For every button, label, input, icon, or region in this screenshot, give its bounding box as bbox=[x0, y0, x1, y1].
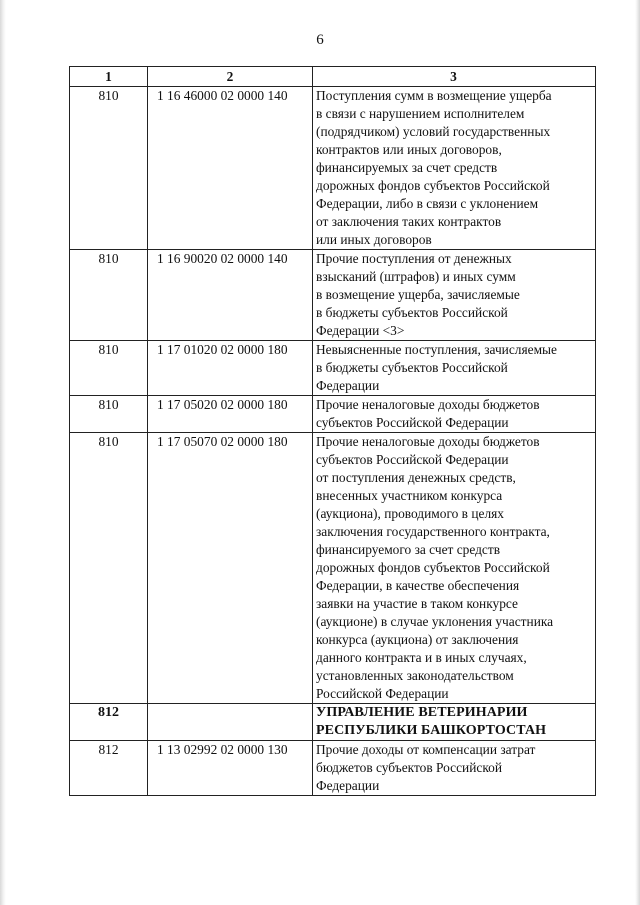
description-line: Прочие поступления от денежных bbox=[316, 251, 512, 266]
revenue-code-cell bbox=[148, 704, 313, 741]
description-line: дорожных фондов субъектов Российской bbox=[316, 560, 550, 575]
description-line: в возмещение ущерба, зачисляемые bbox=[316, 287, 520, 302]
page-number: 6 bbox=[316, 32, 324, 48]
description-line: Прочие неналоговые доходы бюджетов bbox=[316, 434, 540, 449]
description-cell bbox=[313, 741, 596, 796]
description-line: Федерации bbox=[316, 378, 380, 393]
table-header-row bbox=[70, 67, 596, 87]
admin-code-cell: 810 bbox=[70, 87, 148, 250]
description-line: Невыясненные поступления, зачисляемые bbox=[316, 342, 557, 357]
admin-code-cell: 812 bbox=[70, 704, 148, 741]
description-cell bbox=[313, 341, 596, 396]
description-cell bbox=[313, 250, 596, 341]
description-line: контрактов или иных договоров, bbox=[316, 142, 502, 157]
description-line: (аукционе) в случае уклонения участника bbox=[316, 614, 554, 629]
budget-codes-table bbox=[69, 66, 596, 796]
description-line: взысканий (штрафов) и иных сумм bbox=[316, 269, 516, 284]
scan-edge-right bbox=[635, 0, 640, 905]
table-row bbox=[70, 341, 596, 396]
revenue-code-cell: 1 13 02992 02 0000 130 bbox=[148, 741, 313, 796]
description-cell bbox=[313, 433, 596, 704]
revenue-code-cell: 1 16 90020 02 0000 140 bbox=[148, 250, 313, 341]
description-line: от заключения таких контрактов bbox=[316, 214, 502, 229]
table-row bbox=[70, 396, 596, 433]
description-line: финансируемого за счет средств bbox=[316, 542, 501, 557]
description-line: от поступления денежных средств, bbox=[316, 470, 516, 485]
description-line: Поступления сумм в возмещение ущерба bbox=[316, 88, 552, 103]
description-line: установленных законодательством bbox=[316, 668, 514, 683]
description-line: (подрядчиком) условий государственных bbox=[316, 124, 551, 139]
admin-code-cell: 810 bbox=[70, 433, 148, 704]
description-line: в бюджеты субъектов Российской bbox=[316, 305, 508, 320]
description-line: РЕСПУБЛИКИ БАШКОРТОСТАН bbox=[316, 723, 547, 738]
table-row bbox=[70, 741, 596, 796]
description-line: финансируемых за счет средств bbox=[316, 160, 498, 175]
description-line: или иных договоров bbox=[316, 232, 432, 247]
description-line: Прочие доходы от компенсации затрат bbox=[316, 742, 536, 757]
description-line: в связи с нарушением исполнителем bbox=[316, 106, 525, 121]
description-line: Федерации bbox=[316, 778, 380, 793]
table-row bbox=[70, 250, 596, 341]
description-line: конкурса (аукциона) от заключения bbox=[316, 632, 519, 647]
description-cell bbox=[313, 87, 596, 250]
table-row bbox=[70, 433, 596, 704]
revenue-code-cell: 1 17 01020 02 0000 180 bbox=[148, 341, 313, 396]
department-heading-row bbox=[70, 704, 596, 741]
column-header-3: 3 bbox=[313, 67, 596, 87]
description-line: Российской Федерации bbox=[316, 686, 449, 701]
description-line: Федерации, либо в связи с уклонением bbox=[316, 196, 539, 211]
description-line: Федерации, в качестве обеспечения bbox=[316, 578, 520, 593]
admin-code-cell: 812 bbox=[70, 741, 148, 796]
description-line: Федерации <3> bbox=[316, 323, 405, 338]
description-line: заявки на участие в таком конкурсе bbox=[316, 596, 518, 611]
description-line: внесенных участником конкурса bbox=[316, 488, 503, 503]
revenue-code-cell: 1 17 05020 02 0000 180 bbox=[148, 396, 313, 433]
description-line: Прочие неналоговые доходы бюджетов bbox=[316, 397, 540, 412]
admin-code-cell: 810 bbox=[70, 250, 148, 341]
description-line: в бюджеты субъектов Российской bbox=[316, 360, 508, 375]
column-header-2: 2 bbox=[148, 67, 313, 87]
revenue-code-cell: 1 16 46000 02 0000 140 bbox=[148, 87, 313, 250]
description-line: бюджетов субъектов Российской bbox=[316, 760, 503, 775]
description-line: субъектов Российской Федерации bbox=[316, 452, 509, 467]
revenue-code-cell: 1 17 05070 02 0000 180 bbox=[148, 433, 313, 704]
department-name-cell bbox=[313, 704, 596, 741]
description-cell bbox=[313, 396, 596, 433]
admin-code-cell: 810 bbox=[70, 341, 148, 396]
table-body bbox=[70, 87, 596, 796]
description-line: данного контракта и в иных случаях, bbox=[316, 650, 527, 665]
description-line: дорожных фондов субъектов Российской bbox=[316, 178, 550, 193]
description-line: заключения государственного контракта, bbox=[316, 524, 550, 539]
description-line: субъектов Российской Федерации bbox=[316, 415, 509, 430]
scan-edge-left bbox=[0, 0, 6, 905]
description-line: (аукциона), проводимого в целях bbox=[316, 506, 504, 521]
table-row bbox=[70, 87, 596, 250]
column-header-1: 1 bbox=[70, 67, 148, 87]
admin-code-cell: 810 bbox=[70, 396, 148, 433]
description-line: УПРАВЛЕНИЕ ВЕТЕРИНАРИИ bbox=[316, 705, 528, 720]
